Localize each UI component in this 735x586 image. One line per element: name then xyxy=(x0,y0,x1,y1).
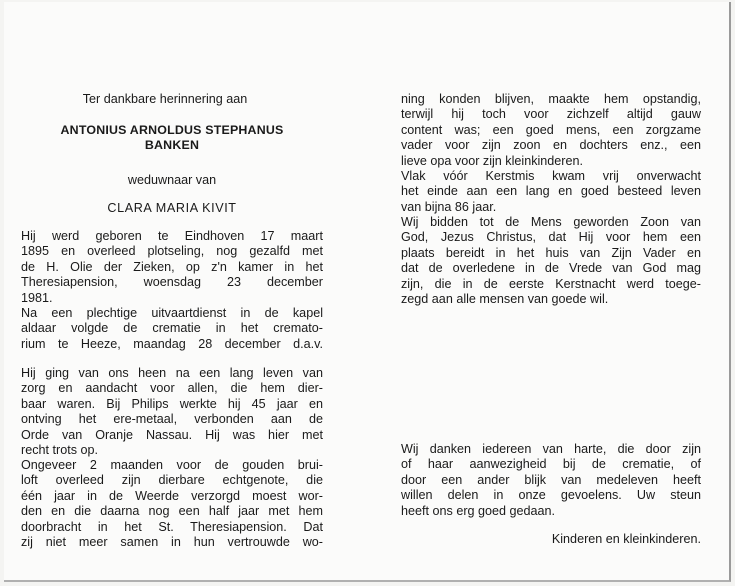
text-line: dat de overledene in de Vrede van God mag xyxy=(401,261,701,276)
text-line: door een ander blijk van medeleven heeft xyxy=(401,472,701,487)
text-line: ning konden blijven, maakte hem opstandig, xyxy=(401,92,701,106)
text-line: zegd aan alle mensen van goede wil. xyxy=(401,291,609,306)
text-line: Orde van Oranje Nassau. Hij was hier met xyxy=(21,427,323,442)
text-line: 1981. xyxy=(21,290,53,305)
prayer-paragraph xyxy=(401,215,701,307)
text-line: zij niet meer samen in hun vertrouwde wo- xyxy=(21,534,323,549)
text-line: terwijl hij toch voor zichzelf altijd gauw xyxy=(401,107,701,122)
deceased-name-line2: BANKEN xyxy=(144,138,200,152)
text-line: rium te Heeze, maandag 28 december d.a.v. xyxy=(21,336,323,351)
deceased-name-line1: ANTONIUS ARNOLDUS STEPHANUS xyxy=(60,123,284,137)
text-line: plaats bereidt in het huis van Zijn Vader en xyxy=(401,245,701,260)
christmas-paragraph xyxy=(401,169,701,215)
text-line: Hij werd geboren te Eindhoven 17 maart xyxy=(21,229,323,243)
text-line: van bijna 86 jaar. xyxy=(401,199,497,214)
text-line: de H. Olie der Zieken, op z'n kamer in het xyxy=(21,259,323,274)
widower-text: weduwnaar van xyxy=(127,173,217,187)
text-line: Na een plechtige uitvaartdienst in de kapel xyxy=(21,306,323,320)
memorial-card xyxy=(4,2,731,582)
continuation-paragraph xyxy=(401,92,701,169)
text-line: Hij ging van ons heen na een lang leven van xyxy=(21,366,323,380)
text-line: 1895 en overleed plotseling, nog gezalfd met xyxy=(21,244,323,259)
text-line: het einde aan een lang en goed besteed leven xyxy=(401,184,701,199)
text-line: willen delen in onze gevoelens. Uw steun xyxy=(401,488,701,503)
text-line: lieve opa voor zijn kleinkinderen. xyxy=(401,153,584,168)
text-line: Vlak vóór Kerstmis kwam vrij onverwacht xyxy=(401,169,701,183)
text-line: baar waren. Bij Philips werkte hij 45 jaar en xyxy=(21,396,323,411)
text-line: Wij danken iedereen van harte, die door zijn xyxy=(401,442,701,456)
text-line: aldaar volgde de crematie in het cremato- xyxy=(21,321,323,336)
thanks-paragraph xyxy=(401,442,701,519)
text-line: loft overleed zijn dierbare echtgenote, die xyxy=(21,473,323,488)
text-line: recht trots op. xyxy=(21,442,98,457)
text-line: vader voor zijn zoon en dochters enz., een xyxy=(401,138,701,153)
spouse-name: CLARA MARIA KIVIT xyxy=(107,201,237,215)
birth-death-paragraph xyxy=(21,229,323,306)
text-line: content was; een goed mens, een zorgzame xyxy=(401,122,701,137)
text-line: Wij bidden tot de Mens geworden Zoon van xyxy=(401,215,701,229)
text-line: of haar aanwezigheid bij de crematie, of xyxy=(401,457,701,472)
text-line: God, Jezus Christus, dat Hij voor hem een xyxy=(401,230,701,245)
spouse-paragraph xyxy=(21,458,323,550)
funeral-paragraph xyxy=(21,306,323,352)
intro-text: Ter dankbare herinnering aan xyxy=(82,92,248,106)
text-line: Theresiapension, woensdag 23 december xyxy=(21,275,323,290)
text-line: zorg en aandacht voor allen, die hem dier- xyxy=(21,381,323,396)
text-line: één jaar in de Weerde verzorgd moest wor- xyxy=(21,488,323,503)
text-line: den en die daarna nog een half jaar met hem xyxy=(21,504,323,519)
text-line: zijn, die in de eerste Kerstnacht werd toege- xyxy=(401,276,701,291)
text-line: ontving het ere-metaal, verbonden aan de xyxy=(21,412,323,427)
text-line: heeft ons erg goed gedaan. xyxy=(401,503,556,518)
life-paragraph xyxy=(21,366,323,458)
text-line: doorbracht in het St. Theresiapension. Dat xyxy=(21,519,323,534)
signature: Kinderen en kleinkinderen. xyxy=(551,532,701,546)
text-line: Ongeveer 2 maanden voor de gouden brui- xyxy=(21,458,323,472)
